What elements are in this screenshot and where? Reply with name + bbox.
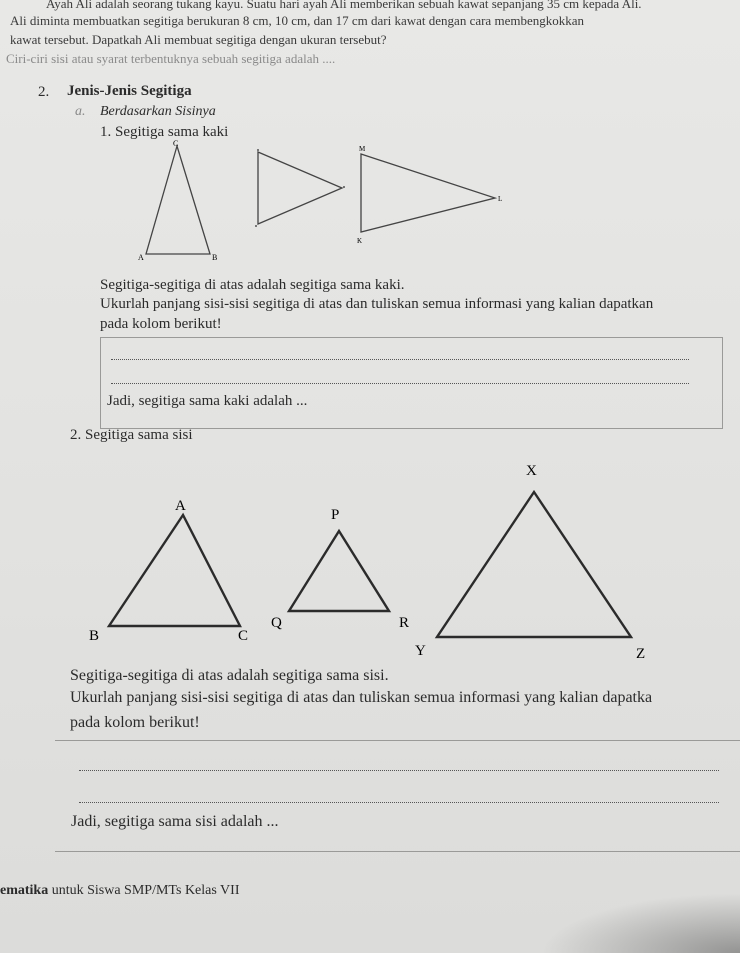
triangle-pqr xyxy=(289,531,389,611)
isosceles-instruction-2: pada kolom berikut! xyxy=(100,316,222,332)
equilateral-heading: 2. Segitiga sama sisi xyxy=(70,427,193,443)
footer-rest: untuk Siswa SMP/MTs Kelas VII xyxy=(48,883,240,898)
isosceles-instruction-1: Ukurlah panjang sisi-sisi segitiga di atas dan tuliskan semua informasi yang kalian dapatkan xyxy=(100,296,654,312)
answer-line-2[interactable] xyxy=(111,383,689,384)
subsection-letter: a. xyxy=(75,104,86,119)
equilateral-statement: Segitiga-segitiga di atas adalah segitiga sama sisi. xyxy=(70,667,389,684)
intro-line-4: Ciri-ciri sisi atau syarat terbentuknya sebuah segitiga adalah .... xyxy=(6,51,336,66)
label-a: A xyxy=(138,253,144,262)
label-r: R xyxy=(399,615,410,631)
footer-bold: ematika xyxy=(0,883,49,898)
answer-line-3[interactable] xyxy=(79,770,719,771)
isosceles-figure xyxy=(110,138,510,268)
vertex-dot-bottom xyxy=(255,225,257,227)
isosceles-conclusion: Jadi, segitiga sama kaki adalah ... xyxy=(107,393,308,409)
section-title: Jenis-Jenis Segitiga xyxy=(67,83,192,99)
vertex-dot-right xyxy=(343,186,345,188)
label-q: Q xyxy=(271,615,282,631)
subsection-title: Berdasarkan Sisinya xyxy=(100,104,216,119)
label-a-eq: A xyxy=(175,498,186,514)
label-z: Z xyxy=(636,646,646,662)
triangle-abc-equilateral xyxy=(109,515,240,626)
vertex-dot-top xyxy=(257,149,259,151)
triangle-xyz xyxy=(437,492,631,637)
intro-line-3: kawat tersebut. Dapatkah Ali membuat segitiga dengan ukuran tersebut? xyxy=(10,32,387,47)
label-c: C xyxy=(173,139,179,148)
equilateral-instruction-1: Ukurlah panjang sisi-sisi segitiga di atas dan tuliskan semua informasi yang kalian dapatka xyxy=(70,689,653,706)
label-b-eq: B xyxy=(89,628,100,644)
equilateral-answer-box[interactable] xyxy=(55,740,740,852)
label-c-eq: C xyxy=(238,628,249,644)
equilateral-conclusion: Jadi, segitiga sama sisi adalah ... xyxy=(71,813,279,830)
triangle-klm xyxy=(361,154,495,232)
intro-line-2: Ali diminta membuatkan segitiga berukuran 8 cm, 10 cm, dan 17 cm dari kawat dengan cara membengkokkan xyxy=(10,13,584,28)
label-m: M xyxy=(359,145,366,153)
section-number: 2. xyxy=(38,84,50,100)
equilateral-instruction-2: pada kolom berikut! xyxy=(70,714,200,731)
label-p: P xyxy=(331,507,340,523)
intro-line-1: Ayah Ali adalah seorang tukang kayu. Suatu hari ayah Ali memberikan sebuah kawat sepanjang 35 cm kepada Ali. xyxy=(46,0,642,11)
label-y: Y xyxy=(415,643,426,659)
isosceles-heading: 1. Segitiga sama kaki xyxy=(100,124,229,140)
corner-shadow xyxy=(540,893,740,953)
triangle-abc xyxy=(146,146,210,254)
label-x: X xyxy=(526,463,537,479)
footer-text xyxy=(0,883,240,899)
equilateral-figure xyxy=(85,455,675,665)
isosceles-statement: Segitiga-segitiga di atas adalah segitiga sama kaki. xyxy=(100,277,405,293)
triangle-small xyxy=(258,152,342,224)
label-b: B xyxy=(212,253,218,262)
answer-line-1[interactable] xyxy=(111,359,689,360)
answer-line-4[interactable] xyxy=(79,802,719,803)
isosceles-answer-box[interactable] xyxy=(100,337,723,429)
label-k: K xyxy=(357,237,363,245)
label-l: L xyxy=(498,195,503,203)
